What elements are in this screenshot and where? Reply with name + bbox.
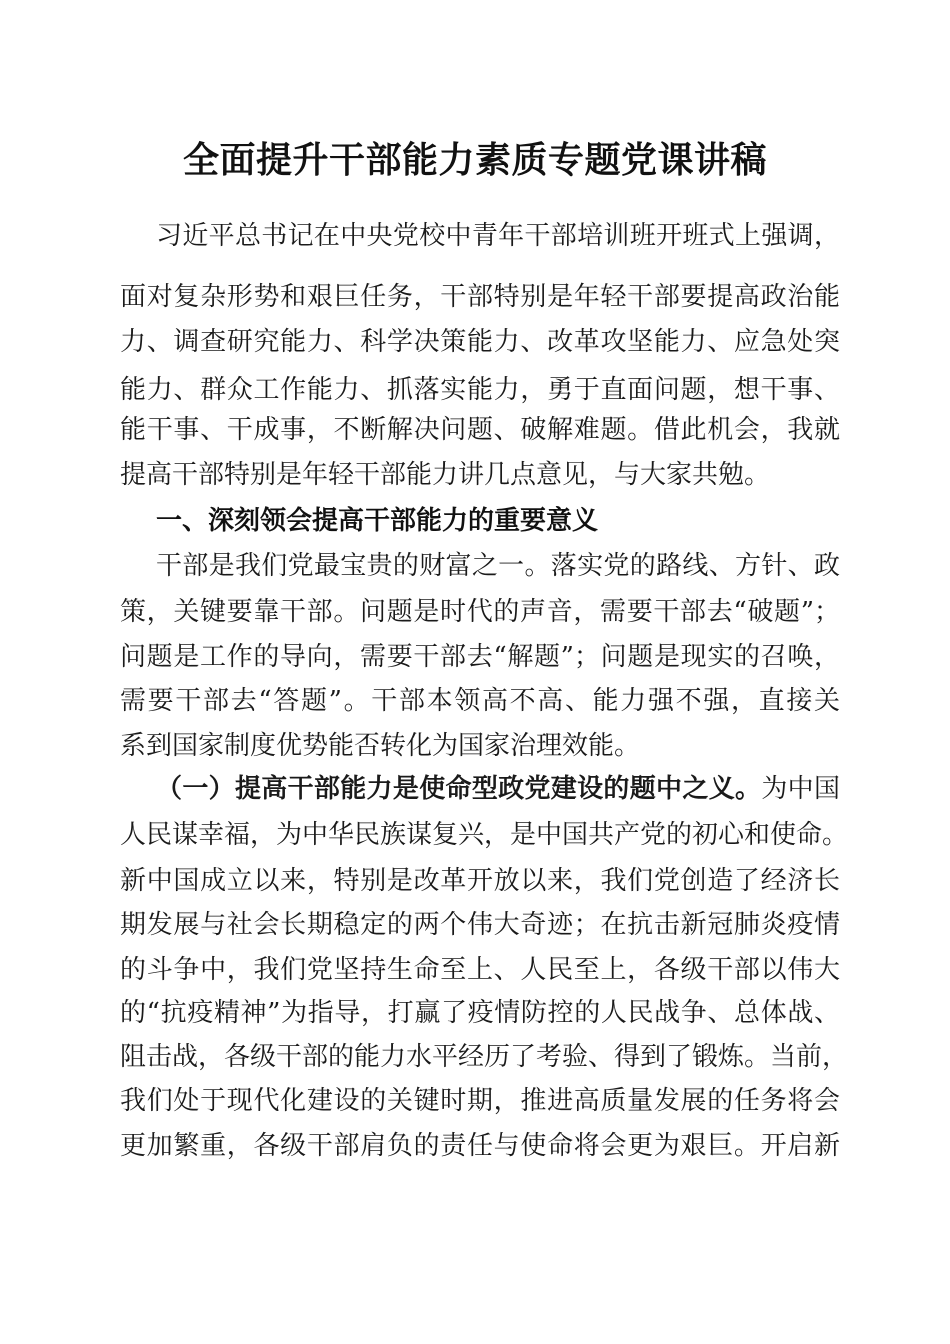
- document-title: 全面提升干部能力素质专题党课讲稿: [182, 140, 767, 181]
- subsection-line: 新中国成立以来，特别是改革开放以来，我们党创造了经济长: [120, 866, 840, 896]
- subsection-line: 期发展与社会长期稳定的两个伟大奇迹；在抗击新冠肺炎疫情: [120, 910, 840, 940]
- intro-line: 力、调查研究能力、科学决策能力、改革攻坚能力、应急处突: [120, 327, 840, 357]
- intro-line: 提高干部特别是年轻干部能力讲几点意见，与大家共勉。: [120, 460, 771, 490]
- subsection-first-line: [156, 766, 840, 812]
- subsection-line: 我们处于现代化建设的关键时期，推进高质量发展的任务将会: [120, 1086, 840, 1116]
- section-heading: 一、深刻领会提高干部能力的重要意义: [156, 506, 599, 536]
- section1-line: 干部是我们党最宝贵的财富之一。落实党的路线、方针、政: [156, 551, 840, 581]
- intro-line: 能力、群众工作能力、抓落实能力，勇于直面问题，想干事、: [120, 375, 840, 405]
- subsection-line: 阻击战，各级干部的能力水平经历了考验、得到了锻炼。当前，: [120, 1042, 849, 1072]
- intro-line: 习近平总书记在中央党校中青年干部培训班开班式上强调，: [156, 221, 840, 251]
- subsection-line: 的“抗疫精神”为指导，打赢了疫情防控的人民战争、总体战、: [120, 998, 840, 1028]
- subsection-line: 的斗争中，我们党坚持生命至上、人民至上，各级干部以伟大: [120, 955, 840, 985]
- subsection-line: 人民谋幸福，为中华民族谋复兴，是中国共产党的初心和使命。: [120, 820, 849, 850]
- section1-line: 策，关键要靠干部。问题是时代的声音，需要干部去“破题”；: [120, 597, 840, 627]
- section1-line: 系到国家制度优势能否转化为国家治理效能。: [120, 731, 641, 761]
- subsection-heading: （一）提高干部能力是使命型政党建设的题中之义。: [156, 774, 762, 804]
- section1-line: 需要干部去“答题”。干部本领高不高、能力强不强，直接关: [120, 686, 840, 716]
- section1-line: 问题是工作的导向，需要干部去“解题”；问题是现实的召唤，: [120, 642, 840, 672]
- subsection-first-rest: 为中国: [761, 774, 840, 804]
- intro-line: 面对复杂形势和艰巨任务，干部特别是年轻干部要提高政治能: [120, 282, 840, 312]
- subsection-line: 更加繁重，各级干部肩负的责任与使命将会更为艰巨。开启新: [120, 1131, 840, 1161]
- intro-line: 能干事、干成事，不断解决问题、破解难题。借此机会，我就: [120, 415, 840, 445]
